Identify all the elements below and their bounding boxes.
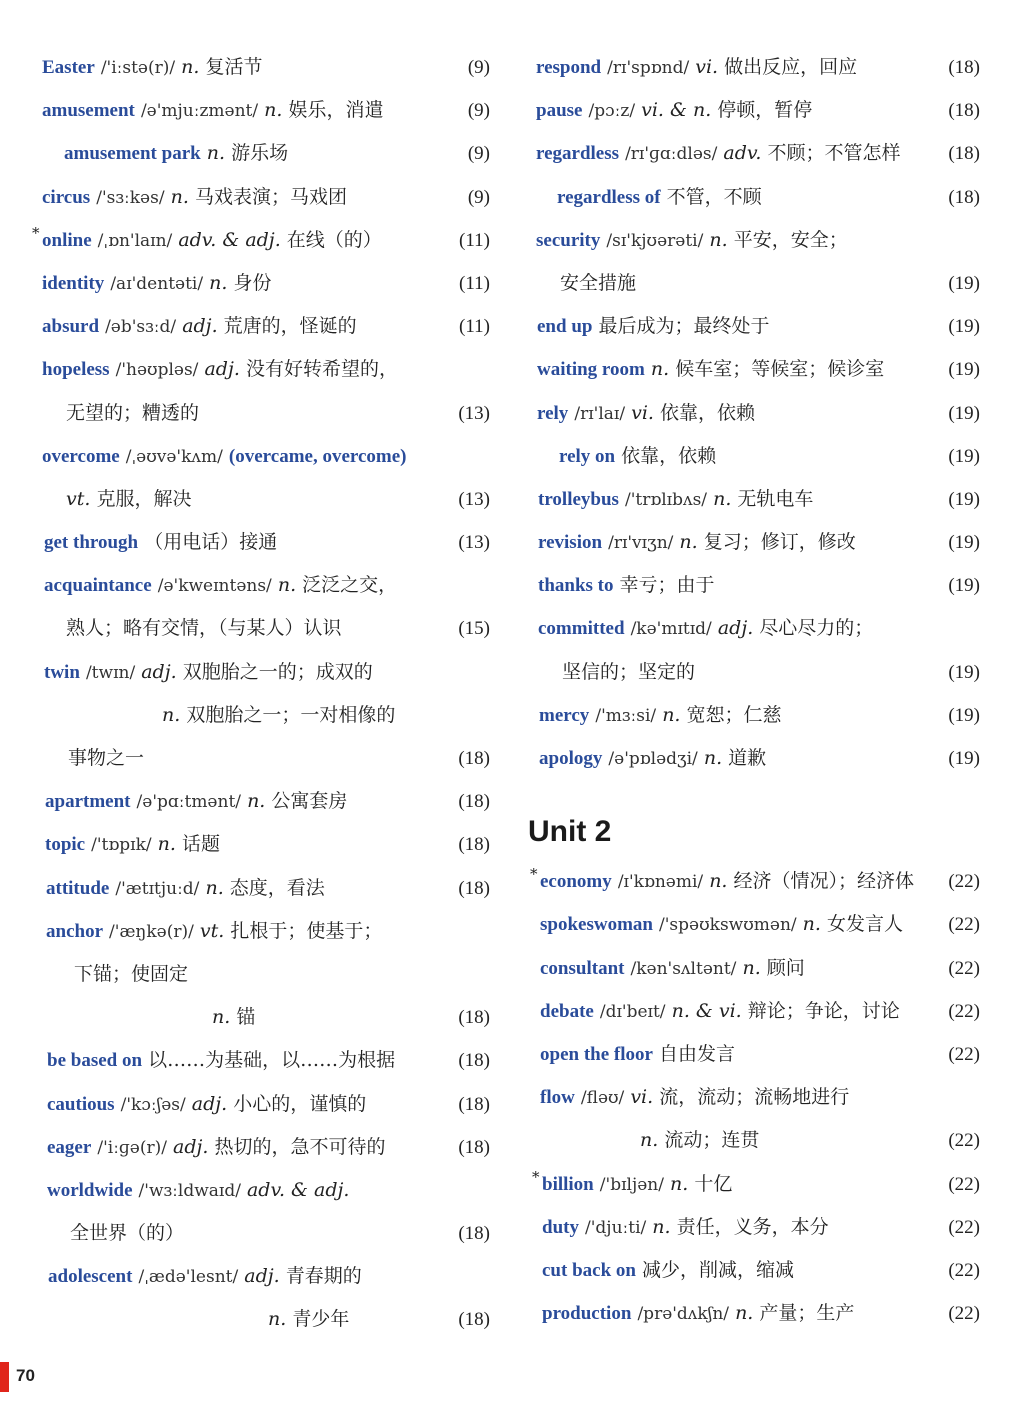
- asterisk-marker: *: [32, 223, 40, 242]
- definition: 复习；修订，修改: [703, 531, 856, 554]
- definition: 小心的，谨慎的: [233, 1092, 367, 1115]
- phonetic: /'həʊpləs/: [115, 360, 199, 381]
- definition: 克服，解决: [96, 487, 192, 510]
- vocab-entry: [30, 1255, 490, 1298]
- part-of-speech: n.: [662, 703, 681, 726]
- definition: 熟人；略有交情，（与某人）认识: [66, 617, 342, 640]
- page-reference: (9): [467, 186, 490, 208]
- part-of-speech: n.: [268, 1308, 287, 1331]
- headword: mercy: [539, 704, 590, 726]
- headword: amusement: [42, 100, 135, 122]
- vocab-entry: [528, 607, 980, 650]
- phonetic: /'tɒpɪk/: [91, 835, 152, 856]
- phonetic: /'iːstə(r)/: [100, 58, 176, 78]
- vocab-entry: [528, 46, 980, 89]
- vocab-entry: [528, 1292, 980, 1335]
- page-reference: (13): [458, 402, 490, 424]
- page-reference: (18): [458, 1136, 490, 1158]
- definition: 青少年: [292, 1308, 350, 1331]
- page-reference: (19): [948, 316, 980, 338]
- definition: 以……为基础，以……为根据: [148, 1049, 396, 1072]
- headword: adolescent: [48, 1266, 133, 1288]
- part-of-speech: n.: [205, 876, 224, 899]
- headword: anchor: [46, 920, 103, 942]
- headword: eager: [47, 1136, 92, 1158]
- definition: 道歉: [728, 747, 767, 769]
- definition: 没有好转希望的，: [245, 358, 398, 381]
- phonetic: /ə'pɑːtmənt/: [136, 792, 242, 813]
- headword: flow: [540, 1087, 575, 1109]
- phonetic: /'djuːti/: [585, 1217, 647, 1238]
- definition: 宽恕；仁慈: [686, 703, 782, 726]
- part-of-speech: n.: [709, 870, 728, 893]
- definition: 依靠，依赖: [660, 401, 756, 424]
- part-of-speech: adj.: [182, 315, 218, 338]
- vocab-entry: [30, 176, 490, 219]
- part-of-speech: n.: [742, 956, 761, 979]
- headword: committed: [538, 618, 625, 640]
- definition: 不管，不顾: [666, 185, 762, 208]
- headword: topic: [45, 834, 86, 856]
- page-reference: (9): [467, 57, 490, 78]
- phonetic: /əb'sɜːd/: [105, 317, 177, 338]
- definition: 热切的，急不可待的: [214, 1135, 386, 1158]
- headword: waiting room: [537, 359, 645, 381]
- definition: 坚信的；坚定的: [562, 660, 696, 683]
- headword: circus: [42, 186, 91, 208]
- page-reference: (22): [948, 1216, 980, 1238]
- vocab-entry: [528, 132, 980, 175]
- part-of-speech: n.: [157, 833, 176, 856]
- inflected-forms: (overcame, overcome): [228, 445, 407, 467]
- phonetic: /kə'mɪtɪd/: [630, 619, 712, 640]
- vocab-entry: [528, 521, 980, 564]
- definition: 复活节: [205, 56, 263, 78]
- headword: debate: [540, 1000, 594, 1022]
- headword: open the floor: [540, 1043, 653, 1065]
- phonetic: /rɪ'spɒnd/: [607, 58, 690, 78]
- definition: 娱乐，消遣: [288, 99, 384, 122]
- phonetic: /'mɜːsi/: [595, 705, 657, 726]
- vocab-entry: [528, 1249, 980, 1292]
- headword: acquaintance: [44, 575, 152, 597]
- definition: 辩论；争论，讨论: [747, 999, 900, 1022]
- part-of-speech: n.: [206, 142, 226, 165]
- part-of-speech: n.: [277, 574, 297, 597]
- part-of-speech: vi. & n.: [641, 99, 712, 122]
- vocab-entry: [30, 780, 490, 823]
- headword: rely: [537, 402, 569, 424]
- page-reference: (11): [459, 229, 490, 251]
- vocab-entry: [30, 996, 490, 1039]
- headword: production: [542, 1303, 632, 1325]
- phonetic: /'iːɡə(r)/: [97, 1137, 167, 1158]
- page-reference: (19): [948, 748, 980, 769]
- page-reference: (9): [467, 143, 490, 165]
- definition: 游乐场: [231, 142, 289, 165]
- phonetic: /dɪ'beɪt/: [599, 1001, 666, 1022]
- definition: 减少，削减，缩减: [642, 1258, 795, 1281]
- vocab-entry: [528, 860, 980, 903]
- part-of-speech: n. & vi.: [671, 999, 742, 1022]
- definition: 依靠，依赖: [621, 444, 717, 467]
- part-of-speech: adv. & adj.: [178, 228, 281, 251]
- definition: 青春期的: [285, 1265, 362, 1288]
- headword: hopeless: [42, 359, 110, 381]
- part-of-speech: adv. & adj.: [246, 1178, 350, 1201]
- phonetic: /pɔːz/: [588, 101, 636, 122]
- headword: spokeswoman: [540, 914, 653, 936]
- headword: regardless of: [557, 186, 661, 208]
- definition: 锚: [236, 1006, 256, 1029]
- definition: 荒唐的，怪诞的: [223, 315, 357, 338]
- headword: end up: [537, 316, 593, 338]
- headword: consultant: [540, 957, 625, 979]
- definition: 流，流动；流畅地进行: [659, 1086, 850, 1109]
- definition: 尽心尽力的；: [759, 617, 874, 640]
- definition: 经济（情况）；经济体: [733, 870, 915, 893]
- page-number-bar: [0, 1362, 9, 1392]
- definition: 最后成为；最终处于: [598, 315, 770, 338]
- vocab-entry: [30, 1212, 490, 1255]
- page-reference: (19): [948, 359, 980, 381]
- vocab-entry: [528, 947, 980, 990]
- vocab-entry: [528, 305, 980, 348]
- definition: 不顾；不管怎样: [767, 142, 901, 165]
- vocab-entry: [30, 348, 490, 391]
- vocab-entry: [528, 89, 980, 132]
- phonetic: /ə'pɒlədʒi/: [608, 749, 698, 769]
- vocab-entry: [528, 176, 980, 219]
- phonetic: /'bɪljən/: [599, 1174, 664, 1195]
- definition: 事物之一: [68, 747, 145, 769]
- page-reference: (15): [458, 618, 490, 640]
- vocab-entry: [30, 1298, 490, 1341]
- page-reference: (22): [948, 1259, 980, 1281]
- headword: be based on: [47, 1050, 143, 1072]
- phonetic: /ə'mjuːzmənt/: [140, 101, 259, 122]
- vocab-entry: [528, 694, 980, 737]
- part-of-speech: n.: [247, 790, 266, 813]
- page-reference: (18): [458, 791, 490, 813]
- definition: 做出反应，回应: [724, 56, 858, 78]
- phonetic: /twɪn/: [85, 662, 136, 683]
- part-of-speech: n.: [650, 358, 670, 381]
- phonetic: /ˌɒn'laɪn/: [97, 230, 173, 251]
- definition: 扎根于；使基于；: [230, 919, 383, 942]
- definition: （用电话）接通: [144, 531, 278, 554]
- definition: 产量；生产: [759, 1302, 855, 1325]
- vocab-entry: [528, 435, 980, 478]
- headword: identity: [42, 272, 105, 294]
- phonetic: /'kɔːʃəs/: [120, 1094, 186, 1115]
- part-of-speech: n.: [802, 913, 821, 936]
- vocab-entry: [30, 867, 490, 910]
- headword: worldwide: [47, 1179, 133, 1201]
- page-reference: (19): [948, 445, 980, 467]
- phonetic: /prə'dʌkʃn/: [637, 1304, 730, 1325]
- part-of-speech: adj.: [173, 1135, 209, 1158]
- headword: absurd: [42, 316, 100, 338]
- headword: cut back on: [542, 1259, 636, 1281]
- page-reference: (19): [948, 532, 980, 554]
- vocab-entry: [528, 564, 980, 607]
- headword: overcome: [42, 445, 120, 467]
- headword: apology: [539, 748, 603, 769]
- phonetic: /fləʊ/: [580, 1088, 625, 1109]
- part-of-speech: adj.: [204, 358, 240, 381]
- headword: billion: [542, 1173, 594, 1195]
- page-reference: (22): [948, 1303, 980, 1325]
- page-reference: (22): [948, 1043, 980, 1065]
- vocab-entry: [528, 1076, 980, 1119]
- unit-heading: Unit 2: [528, 815, 612, 849]
- page-reference: (18): [458, 834, 490, 856]
- part-of-speech: n.: [735, 1302, 754, 1325]
- headword: revision: [538, 532, 603, 554]
- page-reference: (19): [948, 272, 980, 294]
- headword: regardless: [536, 143, 620, 165]
- unit-heading-row: [528, 780, 980, 860]
- headword: cautious: [47, 1093, 115, 1115]
- page-reference: (18): [458, 877, 490, 899]
- definition: 态度，看法: [229, 876, 325, 899]
- vocab-entry: [528, 219, 980, 262]
- vocab-entry: [528, 392, 980, 435]
- vocab-entry: [528, 1033, 980, 1076]
- phonetic: /rɪ'laɪ/: [574, 403, 626, 424]
- part-of-speech: n.: [709, 228, 728, 251]
- vocab-entry: [528, 903, 980, 946]
- part-of-speech: n.: [264, 99, 283, 122]
- part-of-speech: adv.: [723, 142, 762, 165]
- phonetic: /kən'sʌltənt/: [630, 958, 737, 979]
- vocab-entry: [30, 262, 490, 305]
- vocab-entry: [30, 1126, 490, 1169]
- page-reference: (18): [458, 1309, 490, 1331]
- headword: amusement park: [64, 143, 201, 165]
- part-of-speech: n.: [703, 747, 723, 769]
- part-of-speech: vt.: [199, 919, 225, 942]
- vocab-entry: [528, 990, 980, 1033]
- headword: pause: [536, 100, 583, 122]
- definition: 马戏表演；马戏团: [194, 185, 347, 208]
- vocab-entry: [528, 1119, 980, 1162]
- headword: Easter: [42, 57, 95, 78]
- part-of-speech: n.: [209, 271, 228, 294]
- phonetic: /'ætɪtjuːd/: [115, 878, 200, 899]
- vocab-entry: [30, 953, 490, 996]
- part-of-speech: n.: [713, 487, 732, 510]
- part-of-speech: vi.: [630, 1086, 654, 1109]
- left-column: [30, 46, 490, 1342]
- vocab-entry: [30, 910, 490, 953]
- definition: 候车室；等候室；候诊室: [675, 358, 885, 381]
- phonetic: /'trɒlɪbʌs/: [624, 489, 708, 510]
- vocab-entry: [30, 1169, 490, 1212]
- page-reference: (18): [458, 1093, 490, 1115]
- definition: 平安，安全；: [733, 228, 848, 251]
- phonetic: /ˌəʊvə'kʌm/: [125, 446, 223, 467]
- vocab-entry: [30, 305, 490, 348]
- phonetic: /'æŋkə(r)/: [109, 921, 194, 942]
- vocab-entry: [30, 392, 490, 435]
- vocab-entry: [30, 651, 490, 694]
- page-reference: (18): [948, 143, 980, 165]
- part-of-speech: n.: [640, 1129, 659, 1152]
- vocab-entry: [30, 435, 490, 478]
- definition: 安全措施: [560, 271, 637, 294]
- vocab-entry: [30, 607, 490, 650]
- vocab-entry: [528, 348, 980, 391]
- page-reference: (19): [948, 661, 980, 683]
- phonetic: /'wɜːldwaɪd/: [138, 1180, 241, 1201]
- vocab-entry: [528, 1206, 980, 1249]
- vocab-entry: [528, 478, 980, 521]
- page-reference: (18): [948, 57, 980, 78]
- part-of-speech: n.: [181, 56, 200, 78]
- page-reference: (22): [948, 914, 980, 936]
- definition: 停顿，暂停: [717, 99, 813, 122]
- definition: 幸亏；由于: [619, 574, 715, 597]
- part-of-speech: n.: [670, 1172, 689, 1195]
- phonetic: /rɪ'vɪʒn/: [608, 533, 674, 554]
- part-of-speech: adj.: [191, 1092, 228, 1115]
- page-reference: (19): [948, 402, 980, 424]
- vocab-entry: [30, 521, 490, 564]
- definition: 流动；连贯: [664, 1129, 760, 1152]
- vocab-entry: [528, 262, 980, 305]
- definition: 无望的；糟透的: [66, 401, 200, 424]
- part-of-speech: vi.: [695, 56, 719, 78]
- page-reference: (18): [458, 1223, 490, 1245]
- vocab-entry: [30, 737, 490, 780]
- phonetic: /ˌædə'lesnt/: [138, 1267, 239, 1288]
- definition: 无轨电车: [737, 487, 814, 510]
- asterisk-marker: *: [532, 1167, 540, 1186]
- definition: 双胞胎之一；一对相像的: [186, 703, 396, 726]
- page-reference: (19): [948, 575, 980, 597]
- part-of-speech: adj.: [244, 1265, 280, 1288]
- page-reference: (22): [948, 1173, 980, 1195]
- page-reference: (18): [458, 1050, 490, 1072]
- definition: 责任，义务，本分: [676, 1215, 829, 1238]
- page-reference: (11): [459, 316, 490, 338]
- definition: 下锚；使固定: [74, 962, 189, 985]
- phonetic: /rɪ'ɡɑːdləs/: [625, 144, 718, 165]
- vocab-entry: [30, 89, 490, 132]
- headword: attitude: [46, 877, 110, 899]
- vocab-entry: [30, 219, 490, 262]
- right-column-top-list: [528, 46, 980, 780]
- definition: 顾问: [766, 956, 805, 979]
- headword: online: [42, 229, 92, 251]
- definition: 自由发言: [658, 1042, 735, 1065]
- definition: 全世界（的）: [70, 1222, 185, 1245]
- definition: 双胞胎之一的；成双的: [182, 660, 373, 683]
- page-reference: (13): [458, 488, 490, 510]
- asterisk-marker: *: [530, 865, 538, 884]
- page-reference: (13): [458, 532, 490, 554]
- part-of-speech: n.: [162, 703, 181, 726]
- part-of-speech: vi.: [631, 401, 654, 424]
- definition: 女发言人: [827, 913, 904, 936]
- vocab-entry: [30, 694, 490, 737]
- page-number: 70: [16, 1366, 35, 1385]
- part-of-speech: n.: [679, 531, 698, 554]
- page-reference: (18): [948, 100, 980, 122]
- part-of-speech: adj.: [717, 617, 754, 640]
- headword: economy: [540, 871, 612, 893]
- page-reference: (19): [948, 488, 980, 510]
- page-reference: (22): [948, 1130, 980, 1152]
- vocab-entry: [30, 1083, 490, 1126]
- vocab-entry: [30, 823, 490, 866]
- vocab-entry: [30, 564, 490, 607]
- definition: 泛泛之交，: [302, 574, 398, 597]
- vocab-entry: [528, 651, 980, 694]
- definition: 身份: [233, 271, 272, 294]
- headword: get through: [44, 532, 139, 554]
- definition: 在线（的）: [286, 228, 382, 251]
- definition: 十亿: [694, 1172, 733, 1195]
- headword: apartment: [45, 791, 131, 813]
- headword: trolleybus: [538, 488, 619, 510]
- right-column: [528, 46, 980, 1335]
- headword: respond: [536, 57, 602, 78]
- page-reference: (18): [948, 186, 980, 208]
- part-of-speech: vt.: [66, 487, 91, 510]
- headword: duty: [542, 1216, 579, 1238]
- phonetic: /'spəʊkswʊmən/: [659, 915, 797, 936]
- phonetic: /ə'kweɪntəns/: [157, 576, 272, 597]
- phonetic: /'sɜːkəs/: [96, 187, 165, 208]
- part-of-speech: n.: [170, 185, 189, 208]
- vocab-entry: [528, 1163, 980, 1206]
- page-reference: (9): [467, 100, 490, 122]
- page-reference: (22): [948, 871, 980, 893]
- page-reference: (18): [458, 748, 490, 769]
- right-column-bottom-list: [528, 860, 980, 1335]
- part-of-speech: n.: [652, 1215, 671, 1238]
- page-reference: (22): [948, 957, 980, 979]
- headword: security: [536, 229, 601, 251]
- vocab-entry: [528, 737, 980, 780]
- part-of-speech: n.: [212, 1006, 231, 1029]
- vocab-entry: [30, 132, 490, 175]
- definition: 公寓套房: [271, 790, 348, 813]
- headword: rely on: [559, 445, 616, 467]
- page-reference: (11): [459, 272, 490, 294]
- part-of-speech: adj.: [141, 660, 177, 683]
- vocab-entry: [30, 46, 490, 89]
- phonetic: /aɪ'dentəti/: [110, 273, 204, 294]
- definition: 话题: [182, 833, 221, 856]
- vocab-entry: [30, 1039, 490, 1082]
- page-reference: (18): [458, 1007, 490, 1029]
- page-reference: (19): [948, 704, 980, 726]
- page-reference: (22): [948, 1000, 980, 1022]
- phonetic: /ɪ'kɒnəmi/: [617, 872, 704, 893]
- vocab-entry: [30, 478, 490, 521]
- headword: thanks to: [538, 575, 614, 597]
- phonetic: /sɪ'kjʊərəti/: [606, 230, 704, 251]
- headword: twin: [44, 661, 80, 683]
